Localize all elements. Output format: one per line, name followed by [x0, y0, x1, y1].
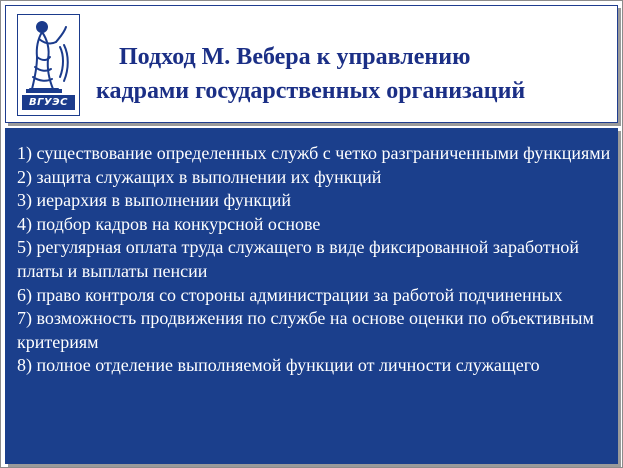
content-panel	[5, 128, 618, 464]
header-panel	[5, 5, 618, 123]
slide-title	[96, 40, 616, 108]
title-line-1: Подход М. Вебера к управлению	[119, 44, 471, 70]
university-logo	[17, 14, 80, 116]
list-item: 6) право контроля со стороны администрации за работой подчиненных	[17, 284, 563, 305]
list-item: 1) существование определенных служб с четко разграниченными функциями	[17, 143, 611, 163]
list-item: 2) защита служащих в выполнении их функций	[17, 166, 382, 187]
list-item: 4) подбор кадров на конкурсной основе	[17, 213, 321, 234]
title-line-2: кадрами государственных организаций	[96, 78, 526, 104]
list-item: 3) иерархия в выполнении функций	[17, 190, 291, 211]
list-item: 8) полное отделение выполняемой функции от личности служащего	[17, 355, 540, 376]
logo-label: ВГУЭС	[22, 95, 75, 110]
statue-icon	[20, 17, 77, 93]
list-item: 5) регулярная оплата труда служащего в виде фиксированной заработной платы и выплаты пенсии	[17, 237, 580, 281]
list-item: 7) возможность продвижения по службе на основе оценки по объективным критериям	[17, 308, 594, 352]
